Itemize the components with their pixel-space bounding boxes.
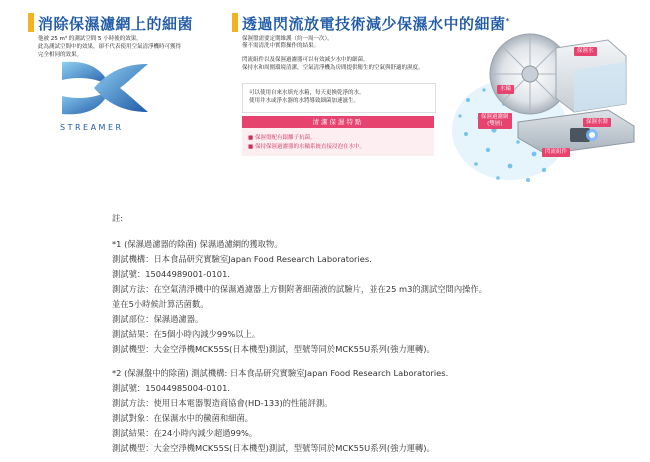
water-note-box (242, 83, 436, 113)
streamer-logo-text: STREAMER (60, 123, 124, 132)
note-line: 測試部位：保濕過濾器。 (112, 314, 204, 324)
feature-list (242, 128, 434, 156)
left-desc-2: 此為測試空間中的效果，卻不代表使用空氣清淨機時可獲得 (38, 44, 182, 50)
note-line: 測試結果：在24小時內減少超過99%。 (112, 428, 258, 438)
note-line: 測試方法：在空氣清淨機中的保濕過濾器上方側附著細菌液的試驗片，並在25 m3的測試空間內操作。 (112, 284, 488, 294)
tag-water-tank: 保濕水 (574, 47, 597, 56)
right-body-1: 閃流組件以及保濕過濾器可以有效減少水中的細菌。 (242, 57, 369, 63)
humidifier-illustration (448, 30, 640, 200)
note-line: 測試機型：大金空淨機MCK55S(日本機型)測試，型號等同於MCK55U系列(強力運轉)。 (112, 344, 435, 354)
right-body-2: 保持水和周圍環境清潔，空氣清淨機為房間提供衛生的空氣與舒適的濕度。 (242, 65, 424, 71)
note-line: *1 (保濕過濾器的除菌) 保濕過濾網的獲取物。 (112, 239, 283, 249)
note-line: 並在5小時候計算活菌數。 (112, 299, 209, 309)
water-note-2: 使用井水或淨水器的水將導致細菌加速滋生。 (249, 98, 360, 104)
note-line: 測試對象：在保濕水中的黴菌和細菌。 (112, 413, 254, 423)
right-intro-2: 僅不需清洗中實際操作的結果。 (242, 43, 320, 49)
left-title: 消除保濕濾網上的細菌 (38, 15, 194, 33)
note-line: 測試號：15044989001-0101. (112, 269, 231, 279)
left-desc-3: 完全相同的效果。 (38, 52, 83, 58)
tag-water-wheel: 水輪 (497, 85, 514, 94)
note-line: 測試號：15044985004-0101. (112, 383, 231, 393)
right-title-text: 透過閃流放電技術減少保濕水中的細菌 (242, 15, 506, 33)
tag-water-tray: 保濕水盤 (583, 118, 611, 127)
right-title-accent (232, 13, 238, 32)
feature-title: 清潔保濕特點 (242, 116, 434, 128)
right-intro-1: 保濕盤需要定期維護（約一周一次）。 (242, 36, 333, 42)
tag-filter: 保濕過濾網 (雙層) (478, 113, 512, 129)
notes-heading: 註: (112, 213, 124, 223)
feature-item: ■ 保濕盤配有銀離子抗菌。 (248, 135, 316, 141)
feature-item: ■ 保持保濕過濾器的水輪系統直接浸泡在水中。 (248, 144, 365, 150)
note-line: *2 (保濕盤中的除菌) 測試機構: 日本食品研究實驗室Japan Food Research Laboratories. (112, 368, 449, 378)
streamer-logo-icon (58, 58, 152, 118)
tag-streamer-unit: 閃流組件 (542, 148, 570, 157)
left-desc-1: 他被 25 m³ 的測試空間 5 小時後的效果。 (38, 36, 142, 42)
note-line: 測試機構：日本食品研究實驗室Japan Food Research Laboratories. (112, 254, 372, 264)
left-title-accent (28, 13, 34, 32)
right-title-mark: * (505, 17, 510, 25)
water-note-1: 可以使用自來水填充水箱，每天更換乾淨的水。 (249, 90, 365, 96)
note-line: 測試方法：使用日本電器製造商協會(HD-133)的性能評測。 (112, 398, 333, 408)
note-line: 測試機型：大金空淨機MCK55S(日本機型)測試，型號等同於MCK55U系列(強力運轉)。 (112, 443, 435, 453)
note-line: 測試結果：在5個小時內減少99%以上。 (112, 329, 261, 339)
